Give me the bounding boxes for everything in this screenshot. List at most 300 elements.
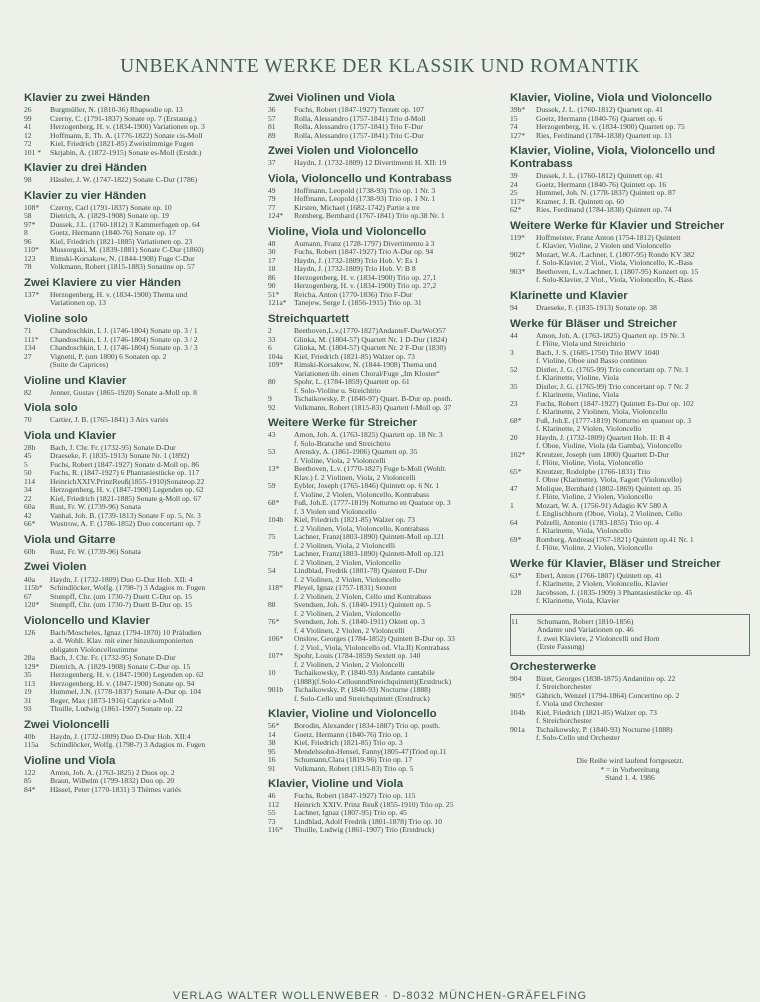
catalog-entry xyxy=(510,349,750,366)
entry-text: Herzogenberg, H. v. (1847-1900) Legenden op. 62 xyxy=(50,485,204,495)
entry-text: Mozart, W.A. /Lachner, I. (1807-95) Rondo KV 382 f. Solo-Klavier, 2 Viol., Viola, Violoncello, K.-Bass xyxy=(536,249,695,268)
entry-number: 74 xyxy=(510,122,518,132)
entry-number: 66* xyxy=(24,519,36,529)
catalog-entry xyxy=(268,465,503,482)
entry-number: 114 xyxy=(24,476,36,486)
catalog-entry xyxy=(24,786,262,795)
entry-text: Schindlöcker, Wolfg. (1798-?) 3 Adagios m. Fugen xyxy=(50,583,206,593)
entry-number: 35 xyxy=(24,670,32,680)
entry-number: 78 xyxy=(24,262,32,272)
entry-number: 73 xyxy=(268,816,276,826)
entry-number: 26 xyxy=(24,105,32,115)
page-title: UNBEKANNTE WERKE DER KLASSIK UND ROMANTIK xyxy=(120,56,640,77)
entry-number: 115a xyxy=(24,740,39,750)
entry-number: 5 xyxy=(24,459,28,469)
entry-number: 116* xyxy=(268,825,283,835)
entry-text: Hoffmann, Leopold (1738-93) Trio op. 1 Nr. 3 xyxy=(294,185,436,195)
entry-number: 9 xyxy=(268,394,272,404)
entry-text: Goetz, Hermann (1840-76) Trio op. 1 xyxy=(294,729,409,739)
entry-number: 17 xyxy=(268,255,276,265)
entry-number: 1 xyxy=(510,500,514,510)
entry-number: 8 xyxy=(24,228,28,238)
entry-text: Haydn, J. (1732-1809) Quartett Hob. II: B 4 f. Oboe, Violine, Viola (da Gamba), Violoncello xyxy=(536,432,682,451)
entry-number: 43 xyxy=(268,430,276,440)
entry-number: 84* xyxy=(24,784,36,794)
entry-text: Goetz, Hermann (1840-76) Sonate op. 17 xyxy=(50,228,176,238)
entry-text: Svendsen, Joh. S. (1840-1911) Oktett op. 3 f. 4 Violinen, 2 Violen, 2 Violoncelli xyxy=(294,617,425,635)
entry-number: 70 xyxy=(24,415,32,425)
entry-text: Aumann, Franz (1728-1797) Divertimento à 3 xyxy=(294,238,435,248)
entry-text: Eybler, Joseph (1765-1846) Quintett op. 6 Nr. 1 f. Violine, 2 Violen, Violoncello, Kontrabass xyxy=(294,481,440,499)
catalog-entry xyxy=(510,589,750,606)
entry-text: Cartier, J. B. (1765-1841) 3 Airs variés xyxy=(50,415,169,425)
entry-text: Hässler, J. W. (1747-1822) Sonate C-Dur (1786) xyxy=(50,175,198,185)
section-heading: Klavier, Violine, Viola, Violoncello und Kontrabass xyxy=(510,145,716,171)
entry-text: Goetz, Hermann (1840-76) Quintett op. 16 xyxy=(536,179,667,189)
catalog-section xyxy=(510,145,750,215)
catalog-section xyxy=(24,719,262,750)
catalog-section xyxy=(510,661,750,743)
catalog-entry xyxy=(510,536,750,553)
entry-number: 113 xyxy=(24,678,36,688)
entry-text: Heinrich XXIV. Prinz Reuß (1855-1910) Trio op. 25 xyxy=(294,799,454,809)
section-heading: Klavier zu vier Händen xyxy=(24,189,147,202)
entry-text: Dietrich, A. (1829-1908) Sonate op. 19 xyxy=(50,211,169,221)
catalog-entry xyxy=(268,686,503,703)
catalog-entry xyxy=(268,584,503,601)
catalog-entry xyxy=(24,741,262,750)
entry-text: Wustrow, A. F. (1786-1852) Duo concertant op. 7 xyxy=(50,519,201,529)
entry-text: Draeseke, F. (1835-1913) Sonate Nr. 1 (1892) xyxy=(50,451,190,461)
catalog-section xyxy=(268,92,503,140)
catalog-entry xyxy=(510,468,750,485)
catalog-entry xyxy=(24,548,262,557)
catalog-entry xyxy=(268,132,503,141)
entry-number: 48 xyxy=(268,238,276,248)
section-heading: Zwei Violinen und Viola xyxy=(268,92,395,104)
entry-number: 45 xyxy=(24,451,32,461)
entry-text: Kiel, Friedrich (1821-85) Zweistimmige Fugen xyxy=(50,139,194,149)
column-right xyxy=(510,92,750,783)
entry-number: 6 xyxy=(268,343,272,353)
entry-text: Burgmüller, N. (1810-36) Rhapsodie op. 13 xyxy=(50,105,183,115)
entry-number: 97* xyxy=(24,219,36,229)
entry-number: 102* xyxy=(510,449,526,459)
section-heading: Zwei Violen und Violoncello xyxy=(268,145,419,158)
entry-text: Schindlöcker, Wolfg. (1798-?) 3 Adagios m. Fugen xyxy=(50,740,206,750)
section-heading: Viola, Violoncello und Kontrabass xyxy=(268,172,452,185)
entry-text: Molique, Bernhard (1802-1869) Quintett op. 35 f. Flöte, Violine, 2 Violen, Violoncello xyxy=(536,483,682,502)
entry-number: 99 xyxy=(24,113,32,123)
catalog-entry xyxy=(510,434,750,451)
entry-text: Mussorgski, M. (1839-1881) Sonate C-Dur (1860) xyxy=(50,245,204,255)
entry-text: Hoffmann, Leopold (1738-93) Trio op. 1 Nr. 1 xyxy=(294,194,436,204)
entry-text: Pleyel, Ignaz (1757-1831) Sextett f. 2 Violinen, 2 Violen, Cello und Kontrabass xyxy=(294,583,432,601)
catalog-entry xyxy=(511,618,746,652)
entry-number: 60b xyxy=(24,546,36,556)
catalog-entry xyxy=(510,485,750,502)
entry-number: 47 xyxy=(510,483,518,493)
entry-number: 121a* xyxy=(268,298,287,308)
catalog-entry xyxy=(510,519,750,536)
entry-text: Stumpff, Chr. (um 1730-?) Duett B-Dur op. 15 xyxy=(50,600,193,610)
entry-number: 89 xyxy=(268,130,276,140)
entry-number: 88 xyxy=(268,600,276,610)
entry-text: Rolla, Alessandro (1757-1841) Trio C-Dur xyxy=(294,130,424,140)
catalog-entry xyxy=(24,291,262,308)
catalog-section xyxy=(510,558,750,606)
entry-text: Ries, Ferdinand (1784-1838) Quartett op. 13 xyxy=(536,130,672,140)
entry-text: Herzogenberg, H. v. (1834-1900) Thema und Variationen op. 13 xyxy=(50,289,188,308)
entry-text: Chandoschkin, I. J. (1746-1804) Sonate op. 3 / 1 xyxy=(50,326,198,336)
entry-number: 63* xyxy=(510,570,522,580)
entry-text: Skrjabin, A. (1872-1915) Sonate es-Moll (Erstdr.) xyxy=(50,147,202,157)
catalog-section xyxy=(268,145,503,168)
catalog-section xyxy=(268,708,503,773)
entry-text: Bach, J. S. (1685-1750) Trio BWV 1040 f. Violine, Oboe und Basso continuo xyxy=(536,347,660,366)
catalog-entry xyxy=(268,448,503,465)
catalog-entry xyxy=(510,417,750,434)
entry-text: Beethoven, L.v./Lachner, I. (1807-95) Konzert op. 15 f. Solo-Klavier, 2 Viol., Viola, Violoncello, K.-Bass xyxy=(536,266,699,285)
entry-text: Rimski-Korsakow, N. (1844-1908) Thema und Variationen üb. einen Choral/Fuge „Im Kloster“ xyxy=(294,360,440,378)
entry-text: Hummel, Joh. N. (1778-1837) Quintett op. 87 xyxy=(536,188,676,198)
entry-text: Rust, Fr. W. (1739-96) Sonata xyxy=(50,502,141,512)
catalog-entry xyxy=(24,416,262,425)
entry-text: Arensky, A. (1861-1906) Quartett op. 35 f. Violine, Viola, 2 Violoncelli xyxy=(294,447,418,465)
catalog-entry xyxy=(268,550,503,567)
catalog-entry xyxy=(268,516,503,533)
entry-text: Chandoschkin, I. J. (1746-1804) Sonate op. 3 / 2 xyxy=(50,334,198,344)
catalog-entry xyxy=(268,826,503,835)
catalog-entry xyxy=(510,383,750,400)
entry-text: Thuille, Ludwig (1861-1907) Sonate op. 22 xyxy=(50,704,183,714)
catalog-entry xyxy=(510,366,750,383)
entry-number: 71 xyxy=(24,326,32,336)
entry-text: Glinka, M. (1804-57) Quartett Nr. 1 D-Dur (1824) xyxy=(294,334,448,344)
entry-text: Draeseke, F. (1835-1913) Sonate op. 38 xyxy=(536,303,657,313)
section-heading: Zwei Klaviere zu vier Händen xyxy=(24,276,181,289)
entry-number: 40a xyxy=(24,574,35,584)
entry-text: Fuchs, Robert (1847-1927) Terzett op. 107 xyxy=(294,105,424,115)
section-heading: Violine, Viola und Violoncello xyxy=(268,225,427,238)
entry-text: Haydn, J. (1732-1809) Duo D-Dur Hob. XII:4 xyxy=(50,731,191,741)
entry-text: Lachner, Ignaz (1807-95) Trio op. 45 xyxy=(294,808,407,818)
entry-number: 119* xyxy=(510,232,525,242)
catalog-entry xyxy=(268,299,503,308)
entry-number: 108* xyxy=(24,202,40,212)
entry-text: Kreutzer, Rodolphe (1766-1831) Trio f. Oboe (Klarinette), Viola, Fagott (Violoncello) xyxy=(536,466,682,485)
entry-text: HeinrichXXIV.PrinzReuß(1855-1910)Sonateop.22 xyxy=(50,476,205,486)
entry-number: 42 xyxy=(24,510,32,520)
entry-number: 901b xyxy=(268,685,284,695)
entry-number: 52 xyxy=(510,364,518,374)
entry-number: 15 xyxy=(510,113,518,123)
entry-text: Polzelli, Antonio (1783-1855) Trio op. 4 f. Klarinette, Viola, Violoncello xyxy=(536,517,659,536)
entry-text: Haydn, J. (1732-1809) 12 Divertimenti H. XII: 19 xyxy=(294,158,447,168)
entry-number: 57 xyxy=(268,113,276,123)
entry-text: Herzogenberg, H. v. (1847-1900) Legenden op. 62 xyxy=(50,670,204,680)
entry-text: Dussek, J. L. (1760-1812) Quintett op. 41 xyxy=(536,171,663,181)
catalog-entry xyxy=(268,652,503,669)
entry-number: 122 xyxy=(24,767,36,777)
entry-text: Bizet, Georges (1838-1875) Andantino op. 22 f. Streichorchester xyxy=(536,673,676,692)
entry-text: Hummel, J.N. (1778-1837) Sonate A-Dur op. 104 xyxy=(50,687,202,697)
entry-number: 59 xyxy=(268,481,276,491)
entry-text: Dussek, J. L. (1760-1812) Quartett op. 41 xyxy=(536,105,663,115)
entry-text: Dussek, J.L. (1760-1812) 3 Kammerfugen op. 64 xyxy=(50,219,200,229)
entry-number: 98 xyxy=(24,175,32,185)
catalog-entry xyxy=(268,482,503,499)
catalog-section xyxy=(24,92,262,157)
catalog-section xyxy=(510,92,750,140)
section-heading: Klavier, Violine und Viola xyxy=(268,778,404,791)
entry-text: Goetz, Hermann (1840-76) Quartett op. 6 xyxy=(536,113,663,123)
entry-text: Bach, J. Chr. Fr. (1732-95) Sonate D-Dur xyxy=(50,653,176,663)
entry-text: Jacobsson, J. (1835-1909) 3 Phantasiestücke op. 45 f. Klarinette, Viola, Klavier xyxy=(536,587,693,606)
section-heading: Weitere Werke für Klavier und Streicher xyxy=(510,219,725,232)
entry-number: 68* xyxy=(268,498,280,508)
entry-text: Haydn, J. (1732-1809) Trio Hob. V: Es 1 xyxy=(294,255,419,265)
entry-text: Kiel, Friedrich (1821-1885) Variationen op. 23 xyxy=(50,236,193,246)
entry-number: 110* xyxy=(24,245,39,255)
entry-number: 120* xyxy=(24,600,40,610)
entry-number: 16 xyxy=(268,755,276,765)
entry-number: 104b xyxy=(510,707,526,717)
entry-text: Distler, J. G. (1765-99) Trio concertant op. 7 Nr. 2 f. Klarinette, Violine, Viola xyxy=(536,381,689,400)
catalog-entry xyxy=(510,451,750,468)
catalog-entry xyxy=(510,709,750,726)
entry-text: Czerny, C. (1791-1837) Sonate op. 7 (Erstausg.) xyxy=(50,113,197,123)
entry-text: Tschaikowsky, P. (1840-93) Andante cantabile (1888)(f.Solo-CellounndStreichquintett)(Erstdruck) xyxy=(294,668,452,686)
entry-number: 50 xyxy=(24,468,32,478)
catalog-entry xyxy=(268,533,503,550)
entry-number: 39b* xyxy=(510,105,526,115)
catalog-section xyxy=(24,313,262,370)
entry-number: 82 xyxy=(24,387,32,397)
entry-number: 49 xyxy=(268,185,276,195)
catalog-entry xyxy=(268,601,503,618)
entry-text: Beethoven,L.v.(1770-1827)AndanteF-DurWoO57 xyxy=(294,326,446,336)
catalog-section xyxy=(268,173,503,221)
section-heading: Zwei Violoncelli xyxy=(24,718,110,731)
entry-number: 80 xyxy=(268,377,276,387)
entry-number: 18 xyxy=(268,264,276,274)
entry-number: 76* xyxy=(268,617,280,627)
entry-number: 903* xyxy=(510,266,526,276)
catalog-entry xyxy=(510,268,750,285)
catalog-section xyxy=(24,561,262,609)
entry-text: Lindblad, Fredrik (1801-78) Quintett F-Dur f. 2 Violinen, 2 Violen, Violoncello xyxy=(294,566,428,584)
entry-text: Stumpff, Chr. (um 1730-?) Duett C-Dur op. 15 xyxy=(50,591,193,601)
entry-number: 25 xyxy=(510,188,518,198)
entry-number: 126 xyxy=(24,627,36,637)
section-heading: Werke für Klavier, Bläser und Streicher xyxy=(510,557,721,570)
entry-number: 65* xyxy=(510,466,522,476)
entry-text: Gährich, Wenzel (1794-1864) Concertino op. 2 f. Viola und Orchester xyxy=(536,690,680,709)
entry-number: 129* xyxy=(24,661,40,671)
section-heading: Klavier, Violine, Viola und Violoncello xyxy=(510,92,712,104)
entry-text: Fuß, Joh.E. (1777-1819) Notturno en quatuor op. 3 f. Klarinette, 2 Violen, Violoncello xyxy=(536,415,692,434)
entry-text: Reicha, Anton (1770-1836) Trio F-Dur xyxy=(294,289,413,299)
entry-text: Dietrich, A. (1829-1908) Sonate C-Dur op. 15 xyxy=(50,661,191,671)
footnote: Die Reihe wird laufend fortgesetzt. * = in Vorbereitung Stand 1. 4. 1986 xyxy=(576,755,684,783)
catalog-section xyxy=(24,755,262,795)
entry-number: 56* xyxy=(268,721,280,731)
entry-number: 86 xyxy=(268,272,276,282)
entry-number: 62* xyxy=(510,205,522,215)
entry-number: 79 xyxy=(268,194,276,204)
catalog-entry xyxy=(268,159,503,168)
entry-text: Kreutzer, Joseph (um 1800) Quartett D-Dur f. Flöte, Violine, Viola, Violoncello xyxy=(536,449,669,468)
entry-number: 104b xyxy=(268,515,284,525)
entry-number: 46 xyxy=(268,791,276,801)
catalog-section xyxy=(24,162,262,185)
entry-text: Rimski-Korsakow, N. (1844-1908) Fuge C-Dur xyxy=(50,253,195,263)
entry-text: Volkmann, Robert (1815-1883) Sonatine op. 57 xyxy=(50,262,195,272)
catalog-entry xyxy=(24,601,262,610)
entry-number: 137* xyxy=(24,289,40,299)
entry-number: 53 xyxy=(268,447,276,457)
catalog-section xyxy=(24,277,262,308)
entry-text: Kiel, Friedrich (1821-85) Trio op. 3 xyxy=(294,738,403,748)
catalog-entry xyxy=(24,629,262,655)
entry-number: 41 xyxy=(24,122,32,132)
entry-number: 118* xyxy=(268,583,283,593)
entry-number: 75b* xyxy=(268,549,284,559)
entry-number: 2 xyxy=(268,326,272,336)
section-heading: Violine und Klavier xyxy=(24,374,127,387)
entry-text: Lachner, Franz(1803-1890) Quintett-Moll op.121 f. 2 Violinen, 2 Violen, Violoncello xyxy=(294,549,445,567)
entry-number: 101 * xyxy=(24,147,42,157)
entry-text: Tschaikowsky, P. (1840-93) Nocturne (1888) f. Solo-Cello und Streichquintett (Erstdruck) xyxy=(294,685,431,703)
entry-text: Volkmann, Robert (1815-83) Quartett f-Moll op. 37 xyxy=(294,402,452,412)
entry-number: 127* xyxy=(510,130,526,140)
entry-number: 38 xyxy=(268,738,276,748)
entry-text: Chandoschkin, I. J. (1746-1804) Sonate op. 3 / 3 xyxy=(50,343,198,353)
entry-number: 902* xyxy=(510,249,526,259)
catalog-entry xyxy=(510,572,750,589)
entry-text: Romberg, Bernhard (1767-1841) Trio op.38 Nr. 1 xyxy=(294,211,445,221)
catalog-section xyxy=(24,534,262,557)
catalog-section xyxy=(510,318,750,553)
catalog-entry xyxy=(268,499,503,516)
entry-number: 75 xyxy=(268,532,276,542)
entry-number: 34 xyxy=(24,485,32,495)
entry-text: Spohr, Louis (1784-1859) Sextett op. 140 f. 2 Violinen, 2 Violen, 2 Violoncelli xyxy=(294,651,421,669)
entry-number: 40b xyxy=(24,731,36,741)
entry-text: Vanhal, Joh. B. (1739-1813) Sonate F op. 5, Nr. 3 xyxy=(50,510,201,520)
entry-text: Amon, Joh. A. (1763-1825) Quartett op. 18 Nr. 3 f. Solo-Bratsche und Streichtrio xyxy=(294,430,443,448)
catalog-section xyxy=(510,614,750,656)
entry-text: Fuchs, R. (1847-1927) 6 Phantasiestücke op. 117 xyxy=(50,468,200,478)
catalog-entry xyxy=(268,635,503,652)
catalog-entry xyxy=(510,234,750,251)
entry-number: 24 xyxy=(510,179,518,189)
catalog-section xyxy=(24,430,262,529)
entry-text: Braun, Wilhelm (1799-1832) Duo op. 20 xyxy=(50,776,175,786)
entry-number: 104a xyxy=(268,351,283,361)
entry-number: 67 xyxy=(24,591,32,601)
catalog-entry xyxy=(510,132,750,141)
section-heading: Werke für Bläser und Streicher xyxy=(510,317,677,330)
entry-number: 117* xyxy=(510,196,525,206)
entry-number: 72 xyxy=(24,139,32,149)
entry-text: Jenner, Gustav (1865-1920) Sonate a-Moll op. 8 xyxy=(50,387,197,397)
catalog-section xyxy=(268,417,503,703)
section-heading: Klavier zu drei Händen xyxy=(24,162,147,175)
entry-number: 54 xyxy=(268,566,276,576)
entry-text: Haydn, J. (1732-1809) Duo G-Dur Hob. XII: 4 xyxy=(50,574,193,584)
entry-number: 94 xyxy=(510,303,518,313)
entry-number: 77 xyxy=(268,202,276,212)
entry-text: Fuchs, Robert (1847-1927) Quintett Es-Dur op. 102 f. Klarinette, 2 Violinen, Viola, Violoncello xyxy=(536,398,694,417)
section-heading: Viola und Gitarre xyxy=(24,533,116,546)
entry-text: Lindblad, Adolf Fredrik (1801-1878) Trio op. 10 xyxy=(294,816,443,826)
catalog-section xyxy=(268,313,503,412)
entry-text: Tanejew, Serge I. (1856-1915) Trio op. 31 xyxy=(294,298,422,308)
entry-text: Ries, Ferdinand (1784-1838) Quintett op. 74 xyxy=(536,205,672,215)
entry-number: 128 xyxy=(510,587,522,597)
entry-text: Beethoven, L.v. (1770-1827) Fuge b-Moll (Wohlt. Klav.) f. 2 Violinen, Viola, 2 Violoncelli xyxy=(294,464,447,482)
entry-text: Kiel, Friedrich (1821-1885) Sonate g-Moll op. 67 xyxy=(50,493,202,503)
column-middle xyxy=(268,92,503,839)
entry-number: 28a xyxy=(24,653,35,663)
entry-text: Spohr, L. (1784-1859) Quartett op. 61 f. Solo-Violine u. Streichtrio xyxy=(294,377,410,395)
entry-text: Tschaikowsky, P. (1840-97) Quart. B-Dur op. posth. xyxy=(294,394,453,404)
catalog-entry xyxy=(24,520,262,529)
entry-text: Svendsen, Joh. S. (1840-1911) Quintett op. 5 f. 2 Violinen, 2 Violen, Violoncello xyxy=(294,600,431,618)
entry-text: Kiel, Friedrich (1821-85) Walzer op. 73 f. Streichorchester xyxy=(536,707,657,726)
entry-number: 91 xyxy=(268,763,276,773)
entry-text: Lachner, Franz(1803-1890) Quintett-Moll op.121 f. 2 Violinen, Viola, 2 Violoncelli xyxy=(294,532,445,550)
entry-number: 68* xyxy=(510,415,522,425)
catalog-entry xyxy=(268,669,503,686)
entry-number: 19 xyxy=(24,687,32,697)
catalog-entry xyxy=(24,176,262,185)
catalog-entry xyxy=(510,692,750,709)
entry-number: 31 xyxy=(24,695,32,705)
catalog-entry xyxy=(510,726,750,743)
catalog-entry xyxy=(268,212,503,221)
catalog-entry xyxy=(24,149,262,158)
entry-text: Rust, Fr. W. (1739-96) Sonata xyxy=(50,546,141,556)
catalog-entry xyxy=(268,431,503,448)
entry-number: 10 xyxy=(268,668,276,678)
section-heading: Klarinette und Klavier xyxy=(510,289,628,302)
entry-text: Bach, J. Chr. Fr. (1732-95) Sonate D-Dur xyxy=(50,442,176,452)
section-heading: Streichquartett xyxy=(268,312,350,325)
entry-text: Herzogenberg, H. v. (1834-1900) Variationen op. 3 xyxy=(50,122,205,132)
catalog-entry xyxy=(268,618,503,635)
entry-number: 901a xyxy=(510,724,525,734)
entry-number: 124* xyxy=(268,211,284,221)
entry-number: 81 xyxy=(268,122,276,132)
entry-number: 93 xyxy=(24,704,32,714)
entry-text: Fuchs, Robert (1847-1927) Sonate d-Moll op. 86 xyxy=(50,459,199,469)
entry-text: Kirsten, Michael (1682-1742) Partie a tre xyxy=(294,202,420,212)
catalog-entry xyxy=(510,251,750,268)
entry-text: Schumann,Clara (1819-96) Trio op. 17 xyxy=(294,755,413,765)
catalog-entry xyxy=(24,389,262,398)
entry-text: Romberg, Andreas(1767-1821) Quintett op.41 Nr. 1 f. Flöte, Violine, 2 Violen, Violoncello xyxy=(536,534,694,553)
catalog-entry xyxy=(268,567,503,584)
entry-number: 33 xyxy=(268,334,276,344)
entry-number: 134 xyxy=(24,343,36,353)
entry-number: 92 xyxy=(268,402,276,412)
catalog-entry xyxy=(24,353,262,370)
entry-number: 85 xyxy=(24,776,32,786)
entry-number: 51* xyxy=(268,289,280,299)
